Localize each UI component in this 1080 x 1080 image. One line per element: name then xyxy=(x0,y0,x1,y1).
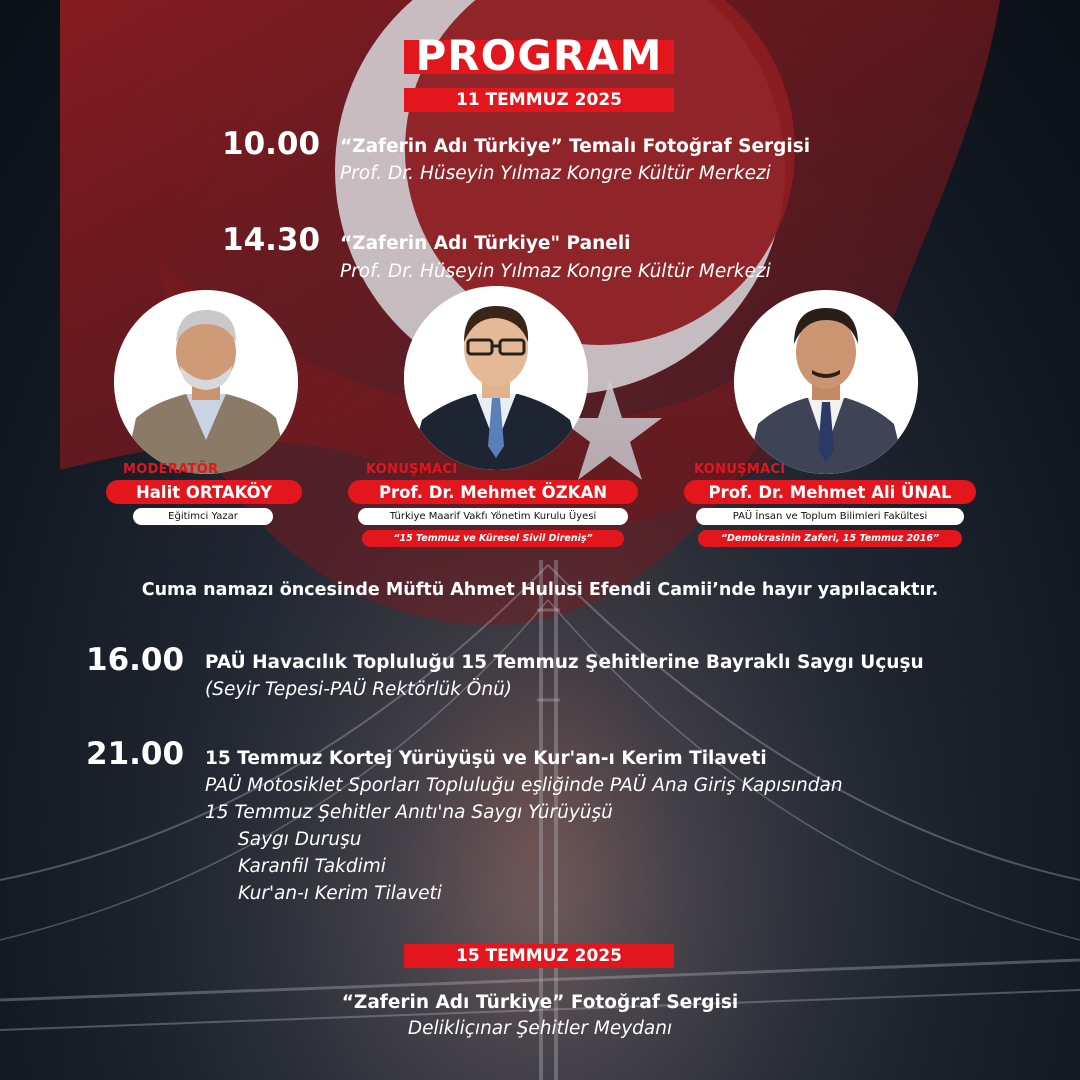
event-title: 15 Temmuz Kortej Yürüyüşü ve Kur'an-ı Kerim Tilaveti xyxy=(205,748,767,769)
event-detail: (Seyir Tepesi-PAÜ Rektörlük Önü) xyxy=(205,679,513,700)
ceremony-item: Saygı Duruşu xyxy=(238,829,362,850)
speaker-name: Prof. Dr. Mehmet Ali ÜNAL xyxy=(684,480,976,504)
speaker-photo xyxy=(404,286,588,470)
speaker-name: Halit ORTAKÖY xyxy=(106,480,302,504)
event-detail: PAÜ Motosiklet Sporları Topluluğu eşliğinde PAÜ Ana Giriş Kapısından xyxy=(205,775,843,796)
event-time: 16.00 xyxy=(86,642,185,678)
speaker-photo xyxy=(114,290,298,474)
event-venue: Prof. Dr. Hüseyin Yılmaz Kongre Kültür Merkezi xyxy=(340,261,771,282)
ceremony-item: Kur'an-ı Kerim Tilaveti xyxy=(238,883,442,904)
speaker-name: Prof. Dr. Mehmet ÖZKAN xyxy=(348,480,638,504)
speaker-affiliation: Eğitimci Yazar xyxy=(133,508,273,525)
event-detail: 15 Temmuz Şehitler Anıtı'na Saygı Yürüyüşü xyxy=(205,802,613,823)
event-title: “Zaferin Adı Türkiye” Temalı Fotoğraf Sergisi xyxy=(340,136,811,157)
event-title: PAÜ Havacılık Topluluğu 15 Temmuz Şehitlerine Bayraklı Saygı Uçuşu xyxy=(205,652,924,673)
date-banner: 11 TEMMUZ 2025 xyxy=(404,88,674,112)
event-venue: Prof. Dr. Hüseyin Yılmaz Kongre Kültür Merkezi xyxy=(340,163,771,184)
speaker-affiliation: PAÜ İnsan ve Toplum Bilimleri Fakültesi xyxy=(696,508,964,525)
footer-event-title: “Zaferin Adı Türkiye” Fotoğraf Sergisi xyxy=(341,992,739,1013)
speaker-topic: “Demokrasinin Zaferi, 15 Temmuz 2016” xyxy=(698,530,962,547)
speaker-role: KONUŞMACI xyxy=(366,462,458,477)
event-title: “Zaferin Adı Türkiye" Paneli xyxy=(340,233,631,254)
speaker-role: KONUŞMACI xyxy=(694,462,786,477)
speaker-role: MODERATÖR xyxy=(123,462,219,477)
page-title: PROGRAM xyxy=(415,31,663,80)
ceremony-item: Karanfil Takdimi xyxy=(238,856,386,877)
event-time: 21.00 xyxy=(86,736,185,772)
speaker-photo xyxy=(734,290,918,474)
friday-prayer-note: Cuma namazı öncesinde Müftü Ahmet Hulusi Efendi Camii’nde hayır yapılacaktır. xyxy=(141,580,939,600)
event-time: 14.30 xyxy=(222,222,321,258)
footer-event-venue: Delikliçınar Şehitler Meydanı xyxy=(407,1018,673,1039)
speaker-topic: “15 Temmuz ve Küresel Sivil Direniş” xyxy=(362,530,624,547)
speaker-affiliation: Türkiye Maarif Vakfı Yönetim Kurulu Üyesi xyxy=(358,508,628,525)
event-time: 10.00 xyxy=(222,126,321,162)
footer-date-banner: 15 TEMMUZ 2025 xyxy=(404,944,674,968)
